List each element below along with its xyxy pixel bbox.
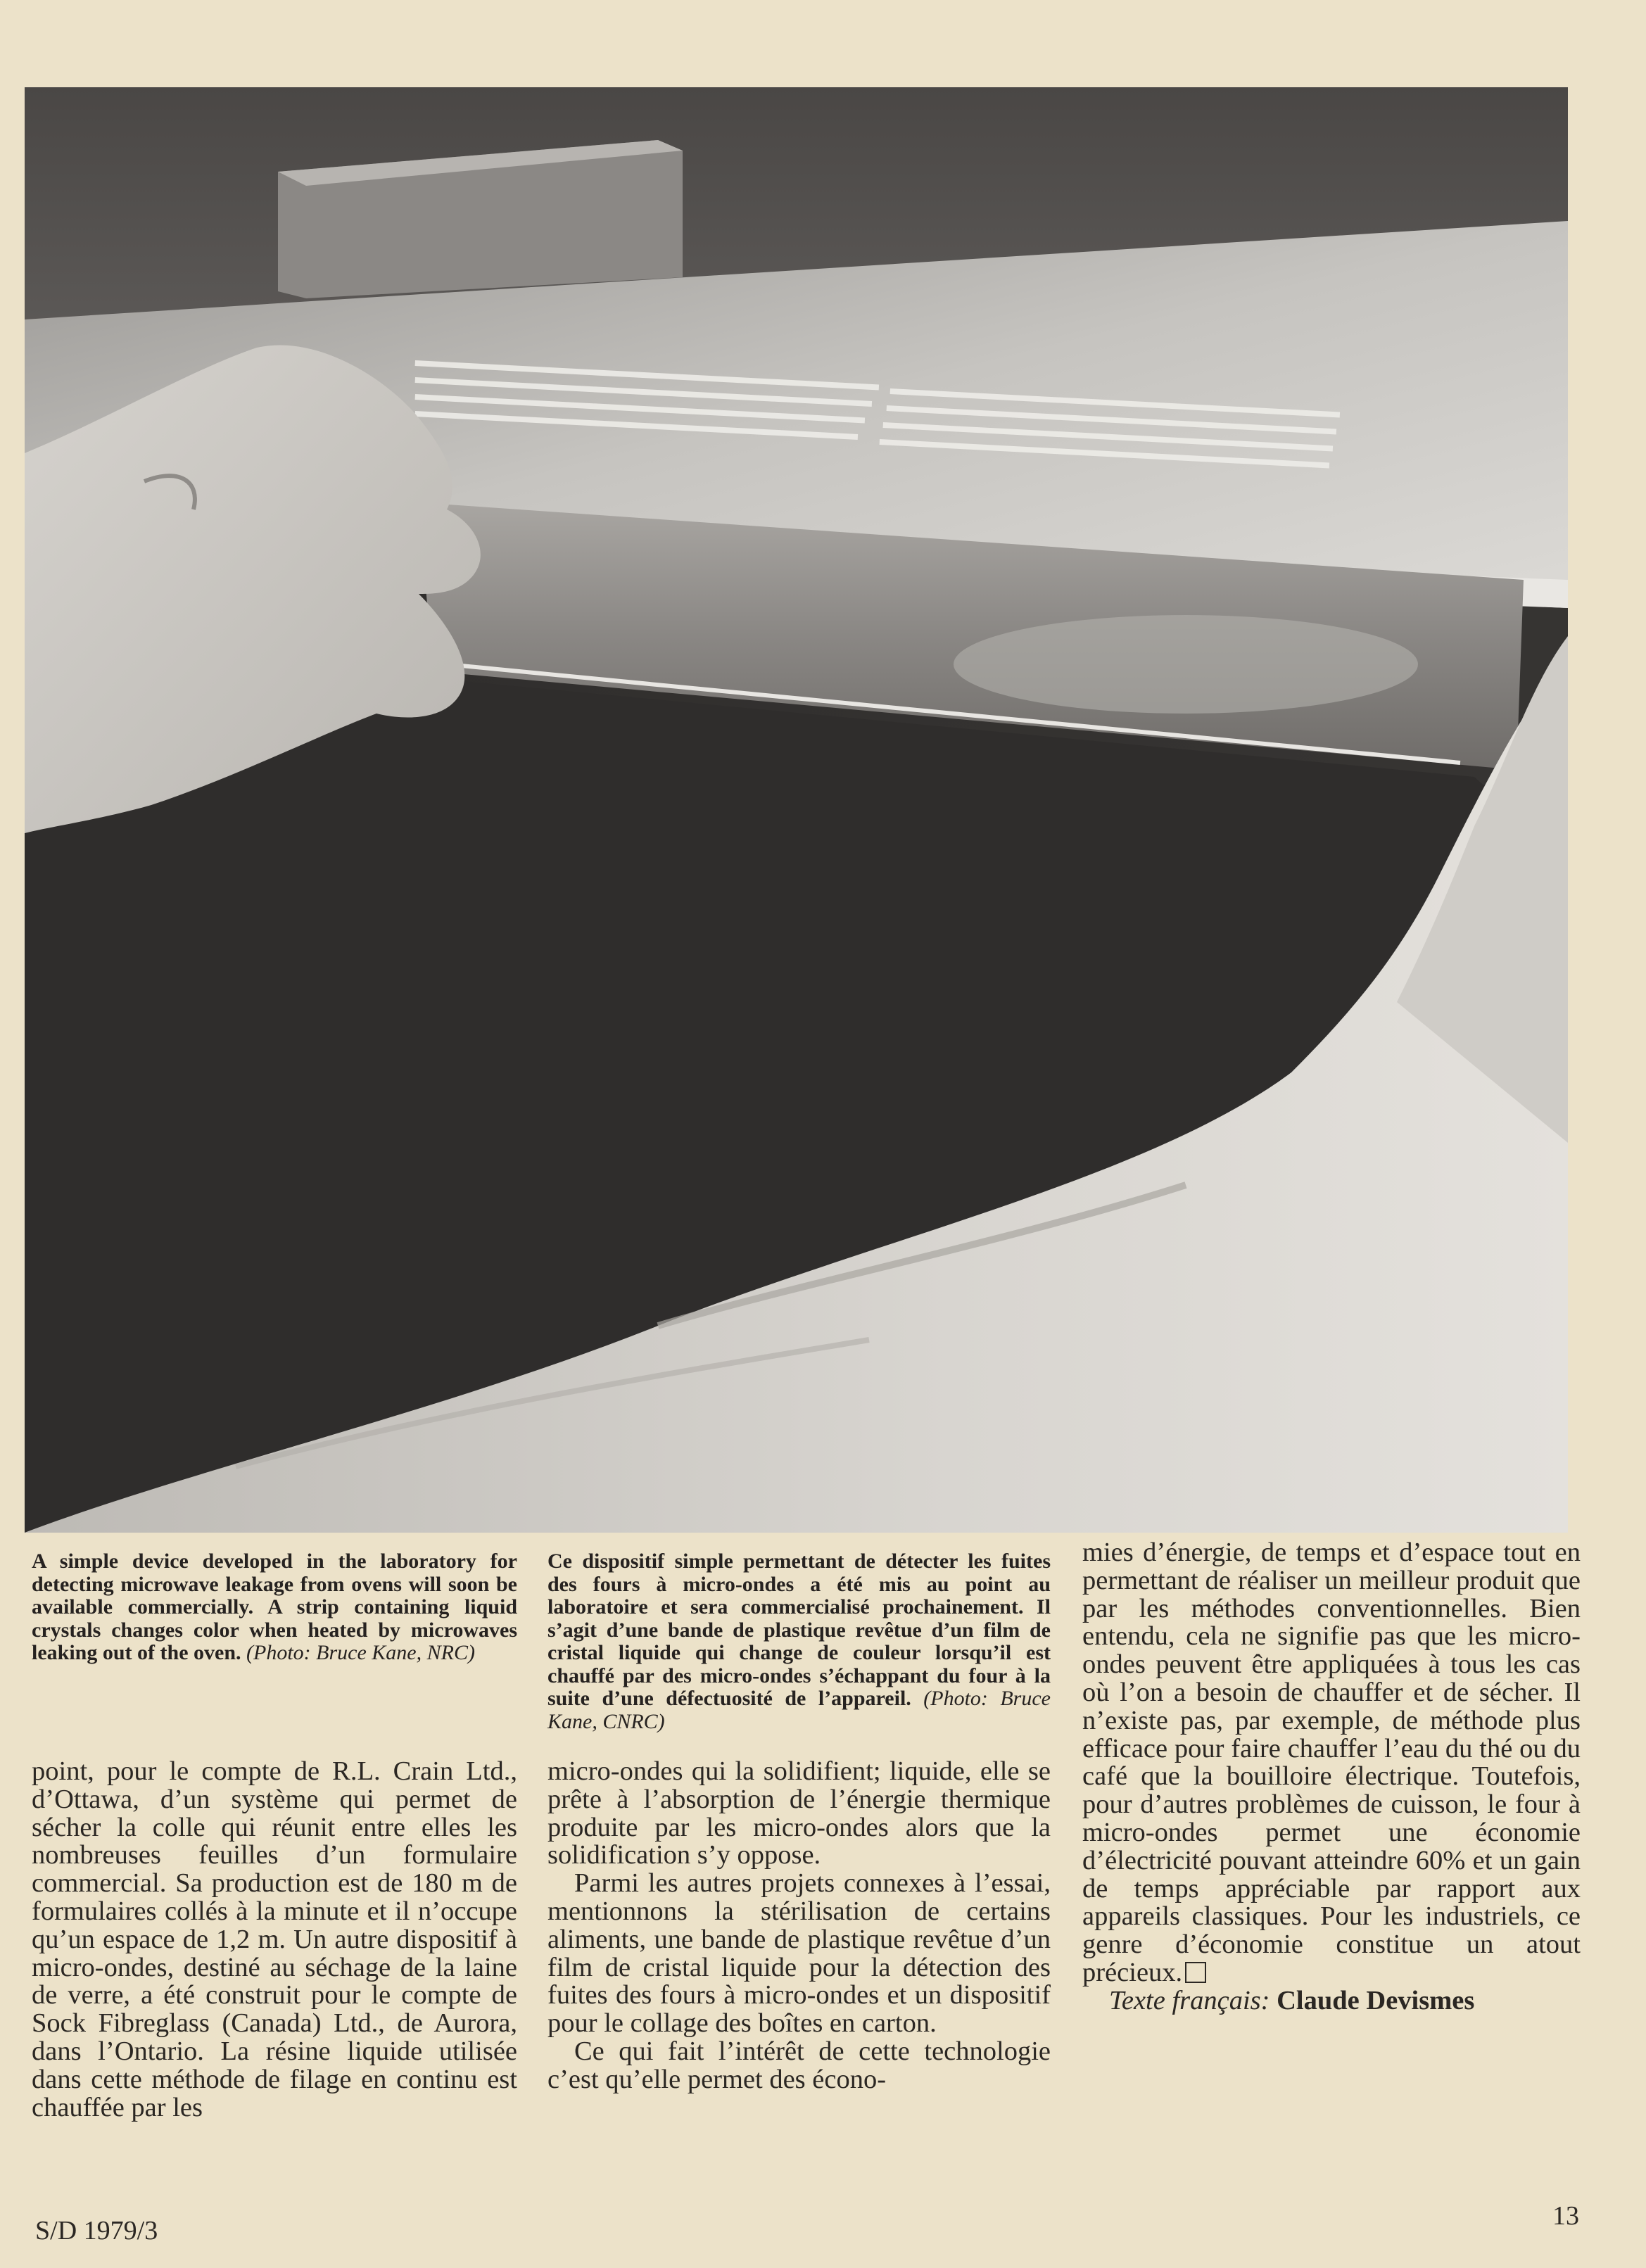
issue-label: S/D 1979/3 — [35, 2216, 158, 2245]
translator-byline — [1082, 1987, 1581, 2015]
byline-lead: Texte français: — [1109, 1985, 1270, 2015]
page-number: 13 — [1552, 2201, 1579, 2231]
article-column-3 — [1082, 1539, 1581, 2015]
paragraph: point, pour le compte de R.L. Crain Ltd., d’Ottawa, d’un système qui permet de sécher la colle qui réunit entre elles les nombreuses feuilles d’un formulaire commercial. Sa production est de 180 m de formulaires collés à la minute et il n’occupe qu’un espace de 1,2 m. Un autre dispositif à micro-ondes, destiné au séchage de la laine de verre, a été construit pour le compte de Sock Fibreglass (Canada) Ltd., de Aurora, dans l’Ontario. La résine liquide utilisée dans cette méthode de filage en continu est chauffée par les — [32, 1756, 517, 2122]
caption-english — [32, 1550, 517, 1665]
photograph — [25, 87, 1568, 1533]
photo-illustration — [25, 87, 1568, 1533]
end-mark-icon — [1185, 1962, 1206, 1983]
article-column-1 — [32, 1758, 517, 2122]
article-column-2 — [547, 1758, 1051, 2094]
caption-french-text: Ce dispositif simple permettant de détecter les fuites des fours à micro-ondes a été mis au point au laboratoire et sera commercialisé prochainement. Il s’agit d’une bande de plastique revêtue d’un film de cristal liquide qui change de couleur lorsqu’il est chauffé par des micro-ondes s’échappant du four à la suite d’une défectuosité de l’appareil. — [547, 1550, 1051, 1710]
caption-french — [547, 1550, 1051, 1733]
caption-english-credit: (Photo: Bruce Kane, NRC) — [246, 1641, 475, 1664]
caption-french-credit: (Photo: Bruce Kane, CNRC) — [547, 1687, 1051, 1733]
paragraph — [1082, 1539, 1581, 1987]
caption-english-text: A simple device developed in the laboratory for detecting microwave leakage from ovens will soon be available commercially. A strip containing liquid crystals changes color when heated by microwaves leaking out of the oven. — [32, 1550, 517, 1664]
paragraph: Parmi les autres projets connexes à l’essai, mentionnons la stérilisation de certains aliments, une bande de plastique revêtue d’un film de cristal liquide pour la détection des fuites des fours à micro-ondes et un dispositif pour le collage des boîtes en carton. — [547, 1868, 1051, 2039]
paragraph-text: mies d’énergie, de temps et d’espace tout en permettant de réaliser un meilleur produit que par les méthodes conventionnelles. Bien entendu, cela ne signifie pas que les micro-ondes peuvent être appliquées à tous les cas où l’on a besoin de chauffer et de sécher. Il n’existe pas, par exemple, de méthode plus efficace pour faire chauffer l’eau du thé ou du café que la bouilloire électrique. Toutefois, pour d’autres problèmes de cuisson, le four à micro-ondes permet une économie d’électricité pouvant atteindre 60% et un gain de temps appréciable par rapport aux appareils classiques. Pour les industriels, ce genre d’économie constitue un atout précieux. — [1082, 1538, 1581, 1987]
paragraph: micro-ondes qui la solidifient; liquide, elle se prête à l’absorption de l’énergie thermique produite par les micro-ondes alors que la solidification s’y oppose. — [547, 1756, 1051, 1870]
paragraph: Ce qui fait l’intérêt de cette technologie c’est qu’elle permet des écono- — [547, 2036, 1051, 2094]
byline-name: Claude Devismes — [1277, 1985, 1475, 2015]
